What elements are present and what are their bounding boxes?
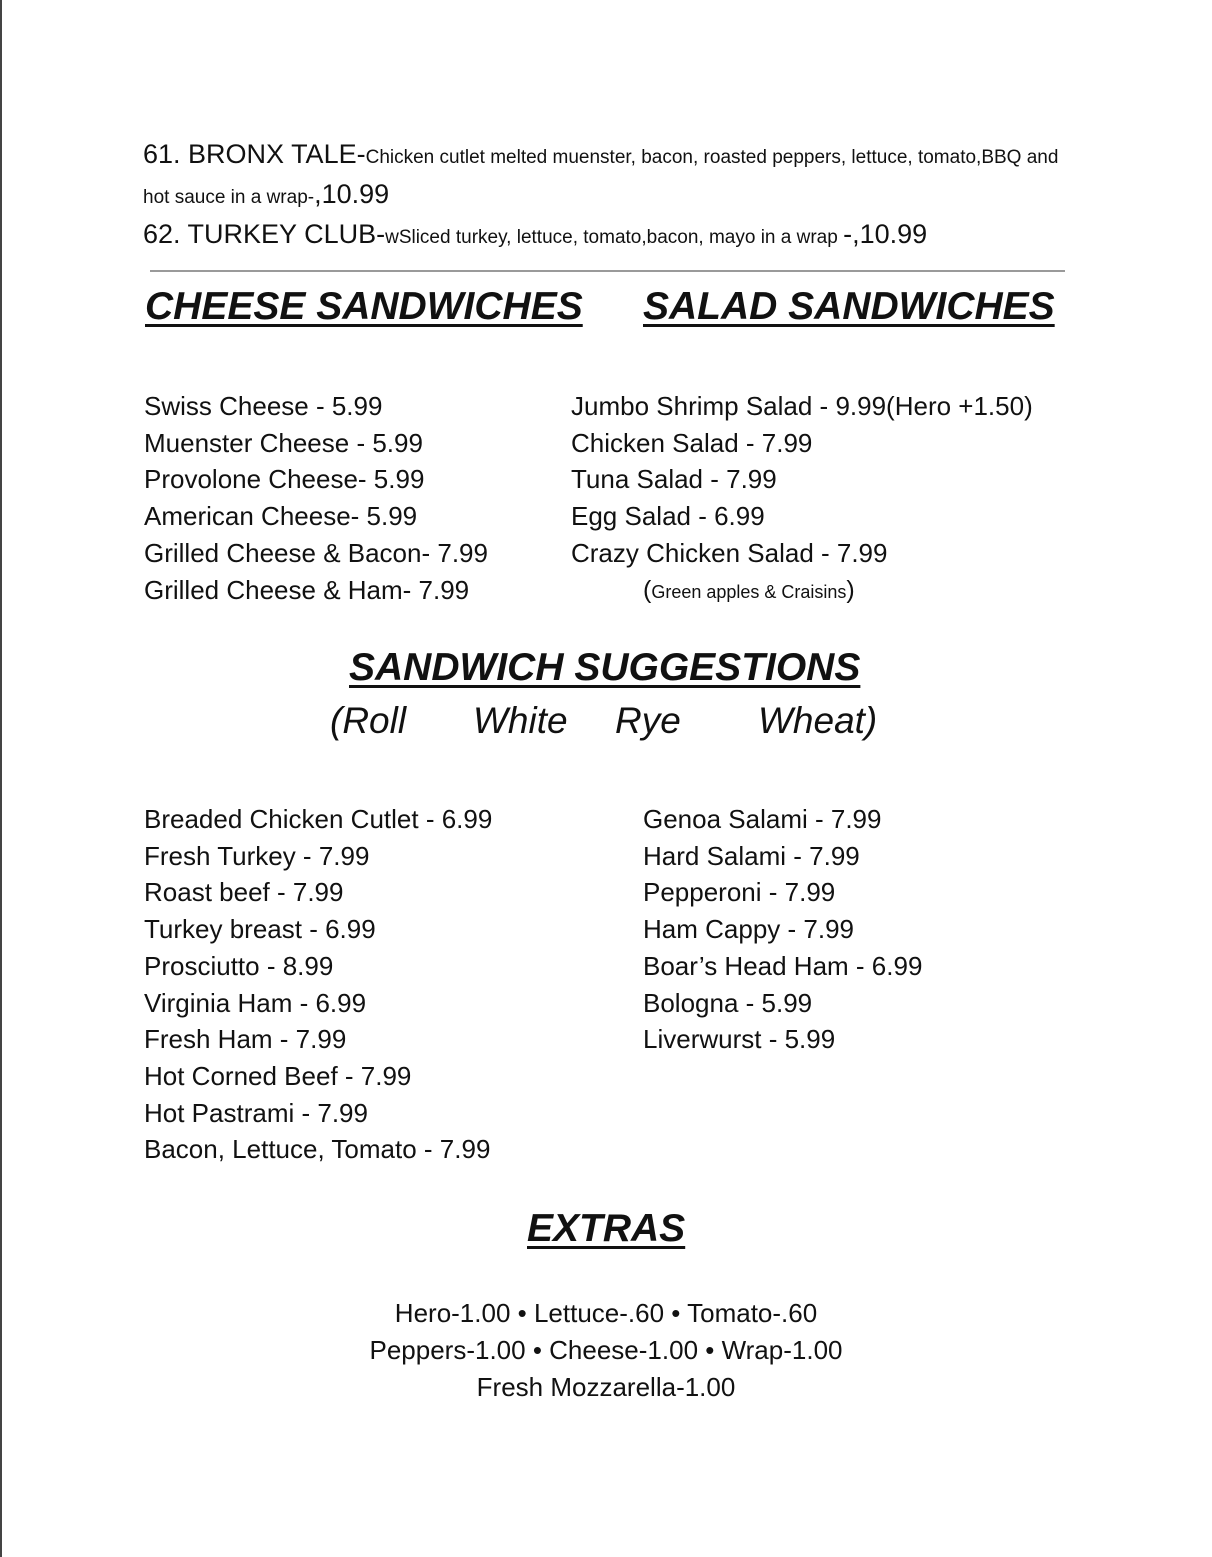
list-item: Crazy Chicken Salad - 7.99 [571,537,888,568]
list-item: Ham Cappy - 7.99 [643,914,854,945]
list-item: Virginia Ham - 6.99 [144,987,367,1018]
list-item: Fresh Ham - 7.99 [144,1024,347,1055]
salad-sandwiches-heading: SALAD SANDWICHES [643,285,1055,328]
extras-line: Fresh Mozzarella-1.00 [476,1372,736,1402]
wrap-item-bronx-tale [143,136,1083,216]
list-item: Bologna - 5.99 [643,987,813,1018]
list-item: Prosciutto - 8.99 [144,950,334,981]
extras-line: Peppers-1.00 • Cheese-1.00 • Wrap-1.00 [369,1335,843,1365]
list-item: Provolone Cheese- 5.99 [144,464,425,495]
wrap-item-name: 61. BRONX TALE- [143,139,366,169]
sandwich-suggestions-heading: SANDWICH SUGGESTIONS [349,646,861,689]
list-item: Chicken Salad - 7.99 [571,427,813,458]
wrap-item-description: Chicken cutlet melted muenster, bacon, roasted peppers, lettuce, tomato,BBQ and hot sauce in a wrap- [143,147,1059,208]
section-divider [150,270,1065,272]
salad-note: (Green apples & Craisins) [643,576,855,604]
list-item: Boar’s Head Ham - 6.99 [643,950,923,981]
list-item: Grilled Cheese & Bacon- 7.99 [144,537,488,568]
list-item: Tuna Salad - 7.99 [571,464,777,495]
list-item: Hot Pastrami - 7.99 [144,1097,368,1128]
suggestions-left-list [144,801,492,1168]
list-item: American Cheese- 5.99 [144,501,418,532]
list-item: Hot Corned Beef - 7.99 [144,1060,412,1091]
bread-option: (Roll [330,700,407,741]
list-item: Jumbo Shrimp Salad - 9.99(Hero +1.50) [571,391,1033,421]
list-item: Bacon, Lettuce, Tomato - 7.99 [144,1134,491,1165]
salad-note-text: Green apples & Craisins [651,582,847,602]
wrap-item-price: -,10.99 [843,219,928,249]
wrap-item-name: 62. TURKEY CLUB- [143,219,386,249]
salad-sandwiches-list [571,388,1033,572]
wrap-items [143,136,1083,256]
list-item: Pepperoni - 7.99 [643,877,836,908]
bread-option: White [473,700,568,741]
list-item: Swiss Cheese - 5.99 [144,391,383,421]
bread-option: Wheat) [758,700,878,741]
extras-line: Hero-1.00 • Lettuce-.60 • Tomato-.60 [394,1298,818,1328]
list-item: Genoa Salami - 7.99 [643,804,882,834]
list-item: Roast beef - 7.99 [144,877,344,908]
list-item: Fresh Turkey - 7.99 [144,840,370,871]
list-item: Grilled Cheese & Ham- 7.99 [144,574,470,605]
list-item: Hard Salami - 7.99 [643,840,860,871]
list-item: Turkey breast - 6.99 [144,914,376,945]
extras-list [0,1295,1212,1406]
list-item: Muenster Cheese - 5.99 [144,427,423,458]
wrap-item-price: ,10.99 [314,179,390,209]
bread-option: Rye [615,700,681,741]
list-item: Liverwurst - 5.99 [643,1024,836,1055]
list-item: Egg Salad - 6.99 [571,501,765,532]
extras-heading: EXTRAS [527,1207,686,1250]
list-item: Breaded Chicken Cutlet - 6.99 [144,804,493,834]
cheese-sandwiches-heading: CHEESE SANDWICHES [145,285,583,328]
wrap-item-turkey-club [143,216,1083,256]
suggestions-right-list [643,801,922,1058]
wrap-item-description: wSliced turkey, lettuce, tomato,bacon, mayo in a wrap [385,227,844,248]
cheese-sandwiches-list [144,388,488,608]
